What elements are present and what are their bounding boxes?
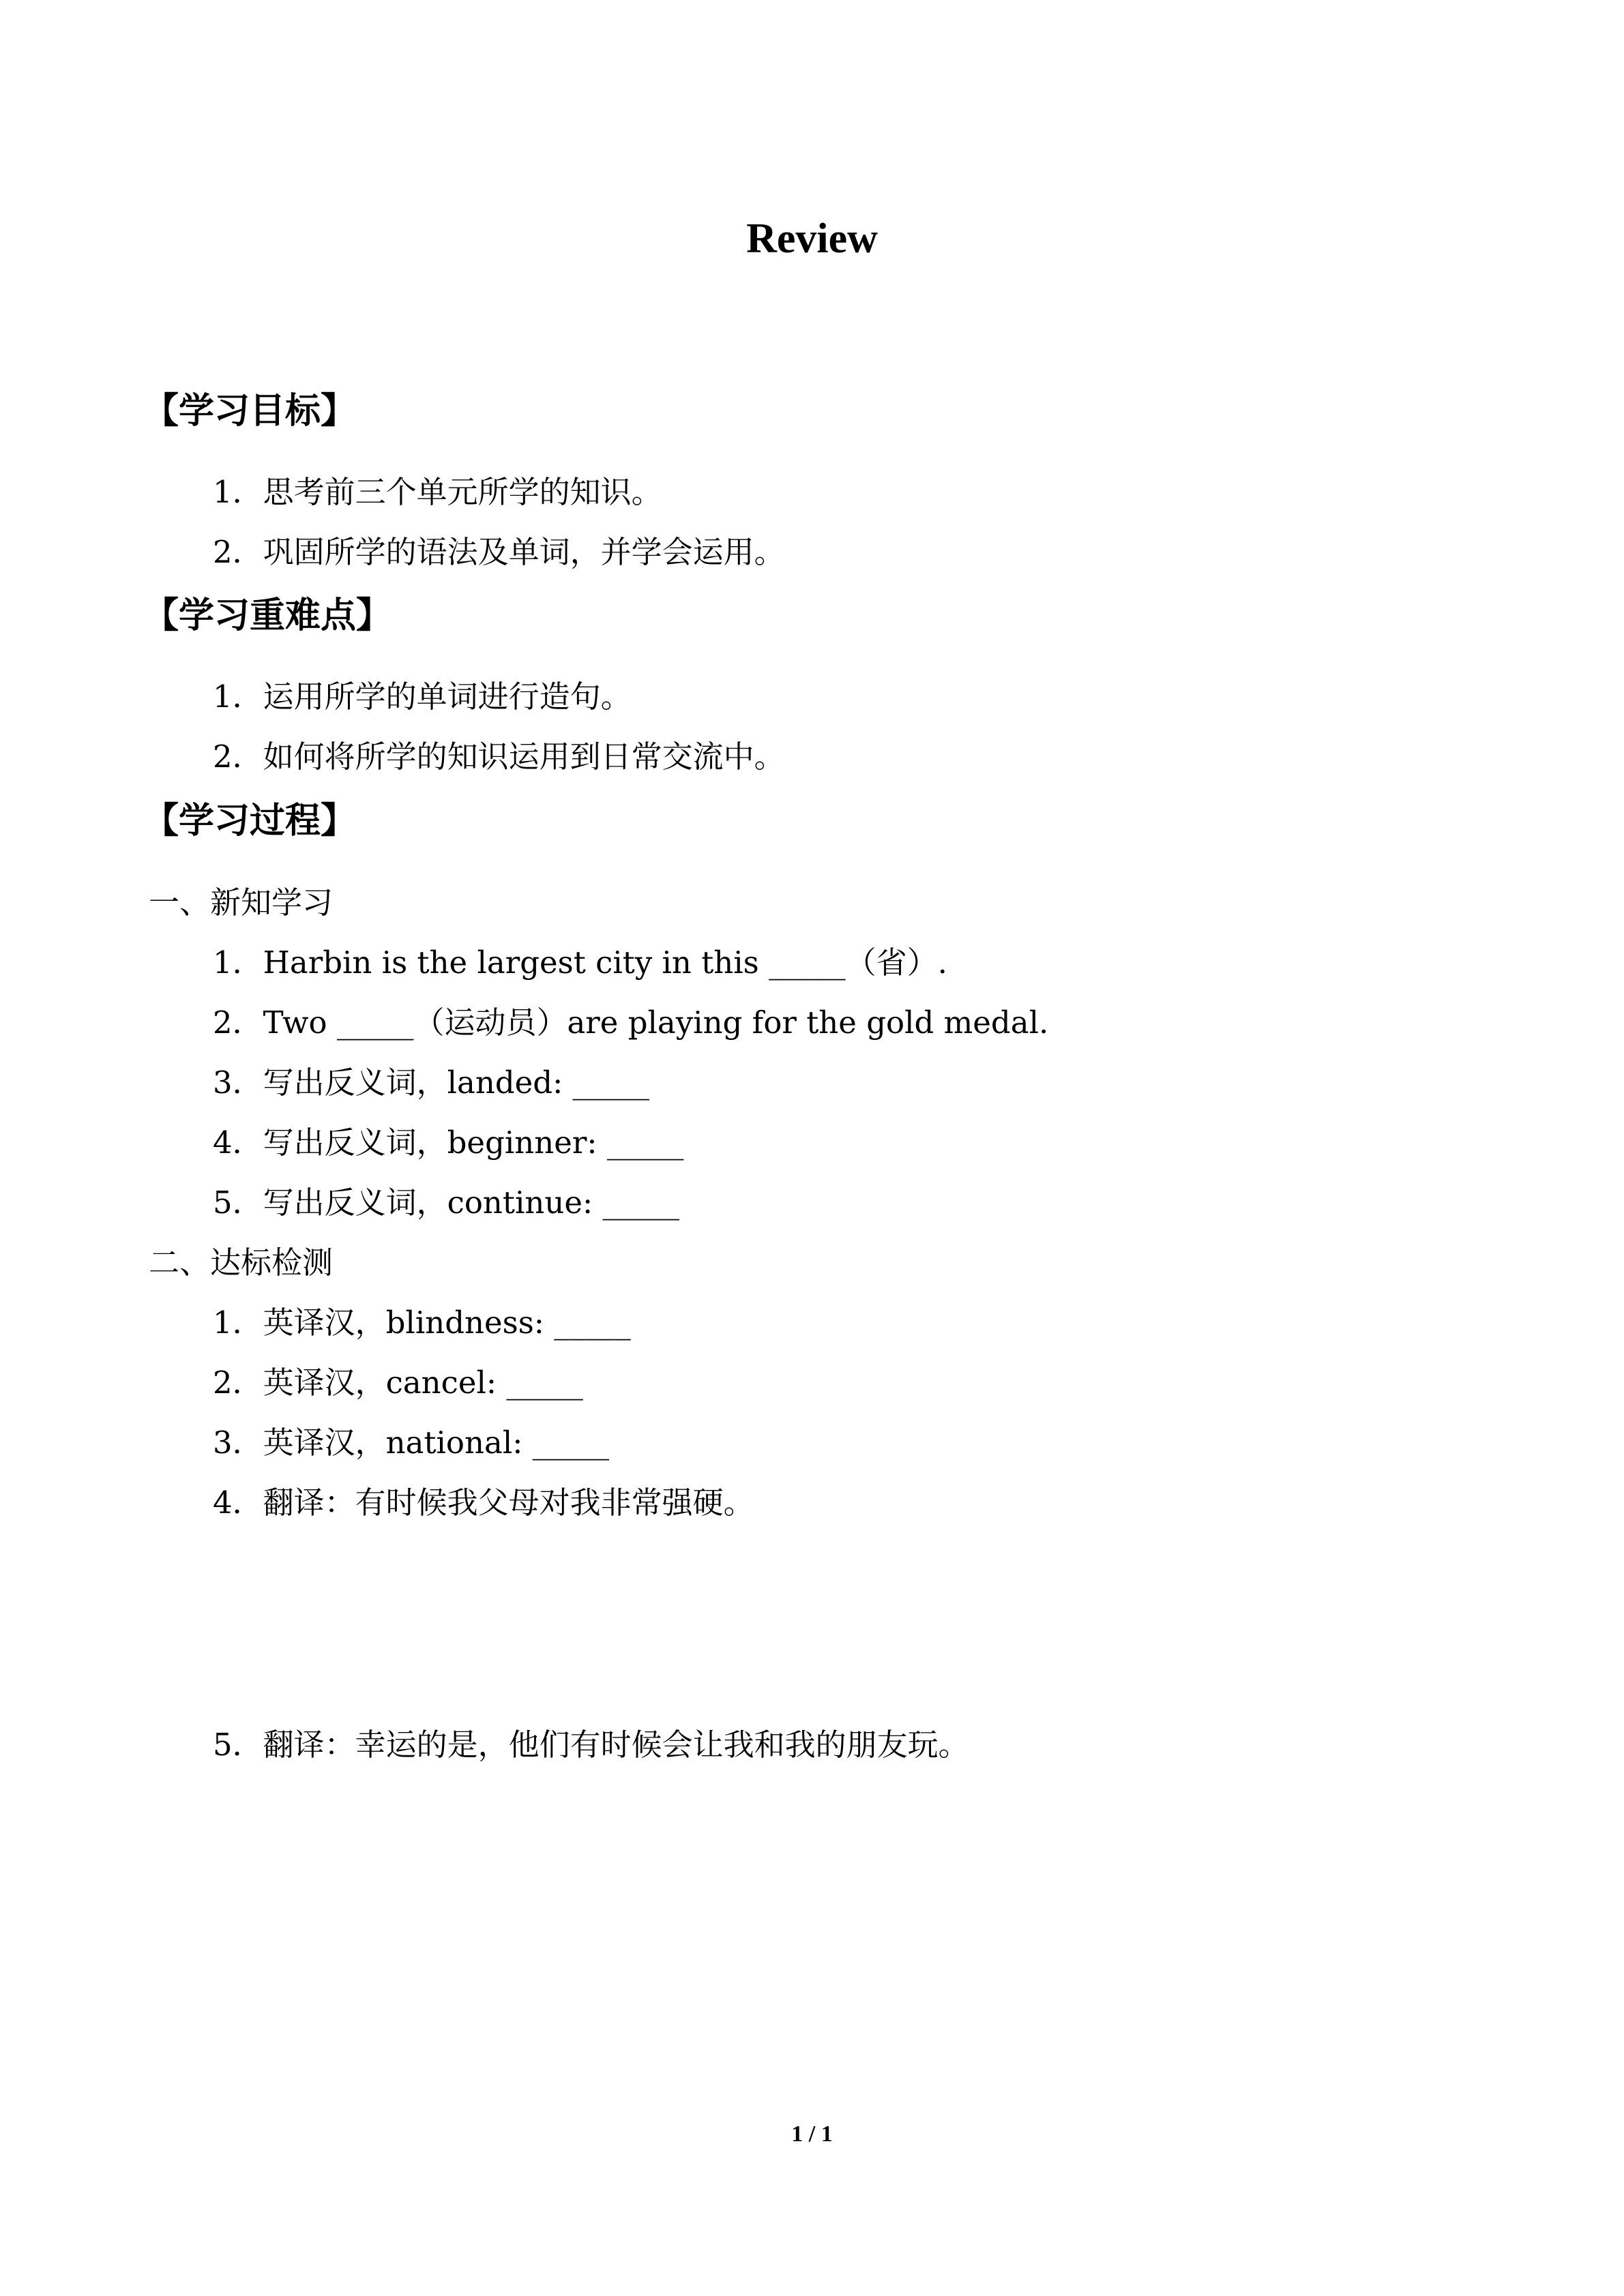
part1-item-3: 3．写出反义词，landed: _____ (213, 1064, 650, 1101)
part1-item-4: 4．写出反义词，beginner: _____ (213, 1124, 684, 1161)
heading-process: 【学习过程】 (143, 801, 357, 841)
part2-item-3: 3．英译汉，national: _____ (213, 1425, 610, 1461)
objective-item-2: 2．巩固所学的语法及单词，并学会运用。 (213, 534, 785, 570)
page-number: 1 / 1 (791, 2121, 833, 2147)
part2-item-1: 1．英译汉，blindness: _____ (213, 1304, 631, 1341)
key-point-item-2: 2．如何将所学的知识运用到日常交流中。 (213, 739, 785, 775)
part2-item-4: 4．翻译：有时候我父母对我非常强硬。 (213, 1485, 754, 1521)
part1-item-2: 2．Two _____（运动员）are playing for the gold medal. (213, 1004, 1049, 1041)
heading-objectives: 【学习目标】 (143, 391, 357, 432)
page-title: Review (746, 215, 878, 262)
part2-item-2: 2．英译汉，cancel: _____ (213, 1365, 583, 1401)
part2-item-5: 5．翻译：幸运的是，他们有时候会让我和我的朋友玩。 (213, 1727, 969, 1763)
key-point-item-1: 1．运用所学的单词进行造句。 (213, 679, 632, 715)
part2-label: 二、达标检测 (149, 1244, 334, 1281)
part1-label: 一、新知学习 (149, 884, 334, 921)
heading-key-points: 【学习重难点】 (143, 595, 392, 636)
objective-item-1: 1．思考前三个单元所学的知识。 (213, 474, 662, 510)
part1-item-5: 5．写出反义词，continue: _____ (213, 1184, 679, 1221)
part1-item-1: 1．Harbin is the largest city in this _____（省）. (213, 944, 947, 981)
